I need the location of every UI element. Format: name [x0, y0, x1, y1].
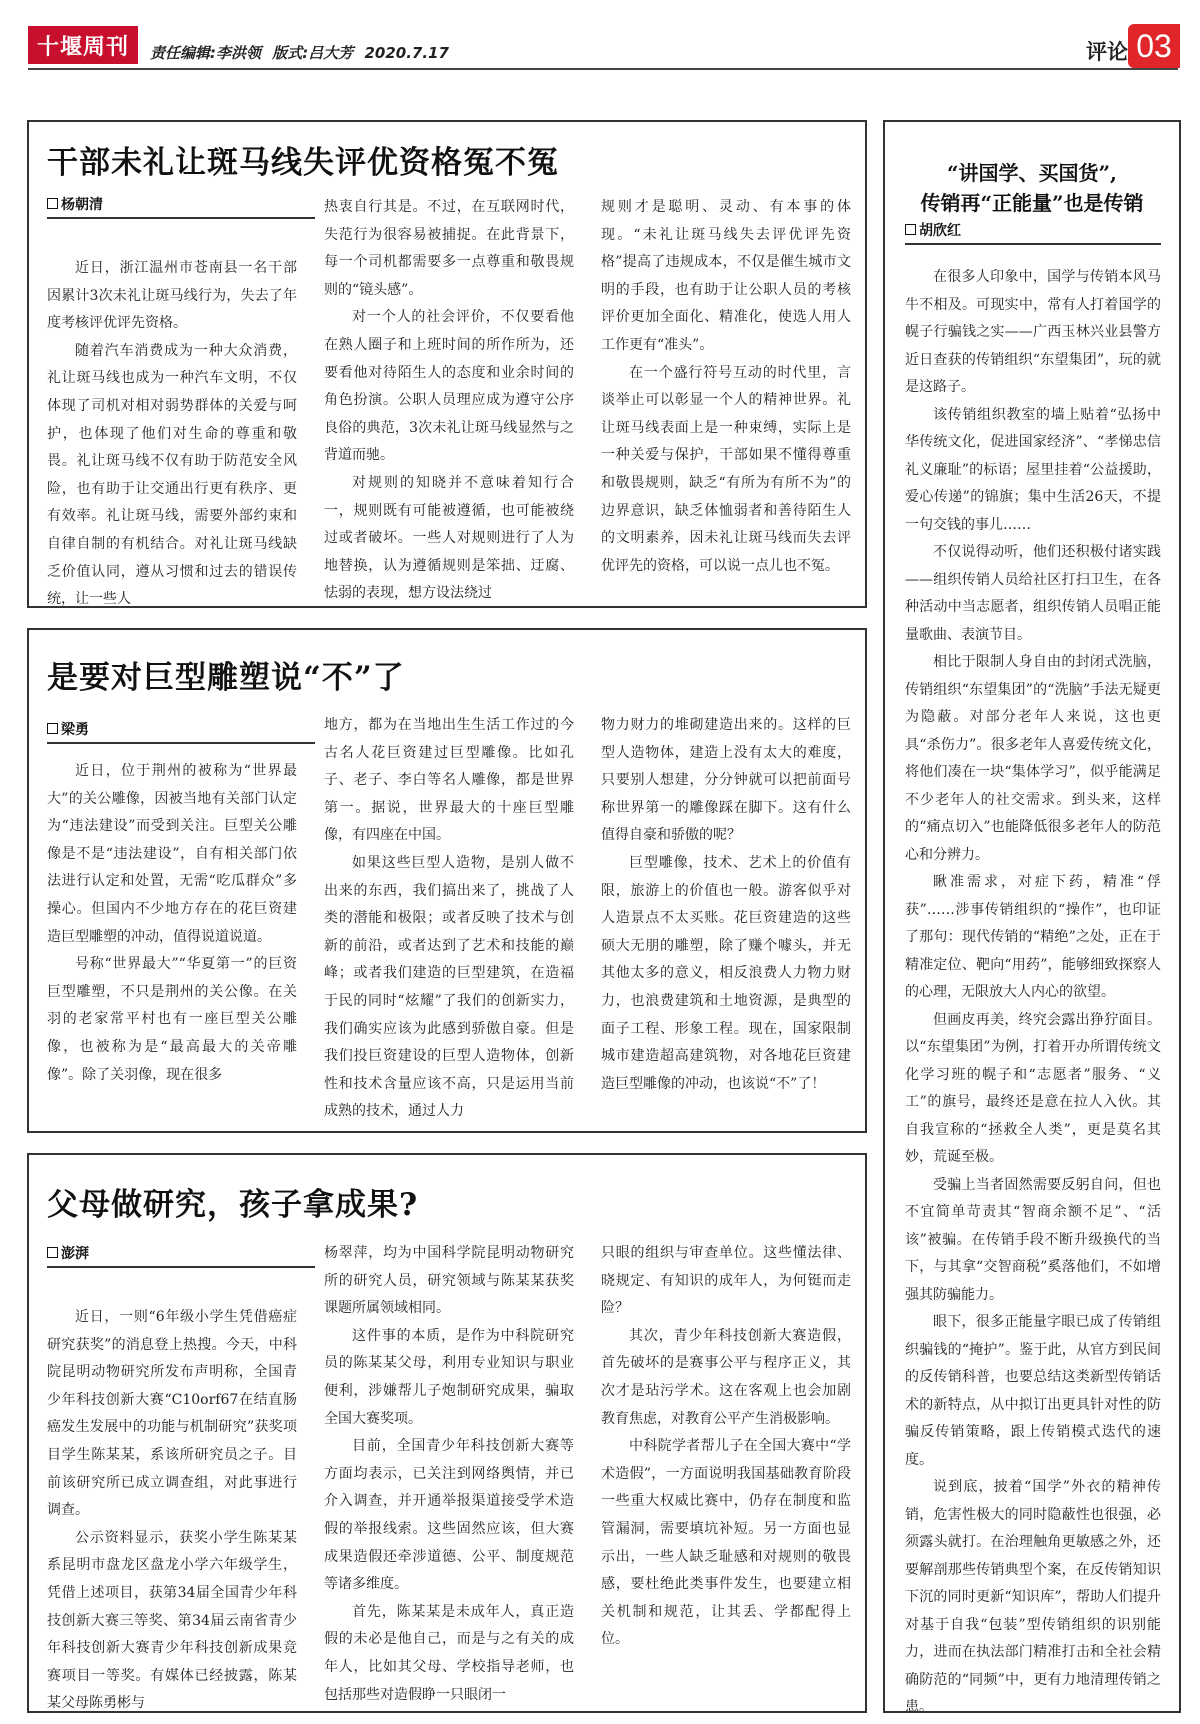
column-1 — [47, 227, 297, 614]
editor-credit: 责任编辑:李洪领 — [150, 44, 261, 62]
paragraph: 地方，都为在当地出生生活工作过的今古名人花巨资建过巨型雕像。比如孔子、老子、李白等名人雕像，都是世界第一。据说，世界最大的十座巨型雕像，有四座在中国。 — [324, 717, 574, 844]
header-rule — [28, 68, 1178, 70]
paragraph: 受骗上当者固然需要反躬自问，但也不宜简单苛责其“智商余额不足”、“活该”被骗。在传销手段不断升级换代的当下，与其拿“交智商税”奚落他们，不如增强其防骗能力。 — [905, 1176, 1161, 1303]
paragraph: 在一个盛行符号互动的时代里，言谈举止可以彰显一个人的精神世界。礼让斑马线表面上是一种束缚，实际上是一种关爱与保护，干部如果不懂得尊重和敬畏规则，缺乏“有所为有所不为”的边界意识，缺乏体恤弱者和善待陌生人的文明素养，因未礼让斑马线而失去评优评先的资格，可以说一点儿也不冤。 — [601, 364, 851, 574]
byline-square-icon — [47, 198, 58, 209]
column-2 — [324, 194, 574, 614]
article-title: 父母做研究，孩子拿成果? — [47, 1187, 419, 1223]
paragraph: 随着汽车消费成为一种大众消费，礼让斑马线也成为一种汽车文明，不仅体现了司机对相对弱势群体的关爱与呵护，也体现了他们对生命的尊重和敬畏。礼让斑马线不仅有助于防范安全风险，也有助于让交通出行更有秩序、更有效率。礼让斑马线，需要外部约束和自律自制的有机结合。对礼让斑马线缺乏价值认同，遵从习惯和过去的错误传统，让一些人 — [47, 342, 297, 608]
column-1 — [47, 1276, 297, 1718]
side-article-box — [883, 120, 1181, 1713]
column-3 — [601, 712, 851, 1126]
paragraph: 杨翠萍，均为中国科学院昆明动物研究所的研究人员，研究领域与陈某某获奖课题所属领域相同。 — [324, 1245, 574, 1317]
article-byline — [47, 194, 103, 214]
paragraph: 首先，陈某某是未成年人，真正造假的未必是他自己，而是与之有关的成年人，比如其父母、学校指导老师，也包括那些对造假睁一只眼闭一 — [324, 1603, 574, 1703]
paragraph: 瞅准需求，对症下药，精准“俘获”……涉事传销组织的“操作”，也印证了那句：现代传销的“精绝”之处，正在于精准定位、靶向“用药”，能够细致探察人的心理，无限放大人内心的欲望。 — [905, 874, 1161, 1000]
byline-rule — [47, 217, 315, 219]
author-name: 杨朝清 — [61, 197, 103, 213]
author-name: 梁勇 — [61, 722, 89, 738]
paragraph: 该传销组织教室的墙上贴着“弘扬中华传统文化，促进国家经济”、“孝悌忠信礼义廉耻”的标语；屋里挂着“公益援助，爱心传递”的锦旗；集中生活26天，不提一句交钱的事儿…… — [905, 406, 1161, 533]
article-title: 是要对巨型雕塑说“不”了 — [47, 660, 405, 696]
article-byline — [47, 1243, 89, 1263]
paragraph: 热衷自行其是。不过，在互联网时代，失范行为很容易被捕捉。在此背景下，每一个司机都需要多一点尊重和敬畏规则的“镜头感”。 — [324, 199, 574, 298]
paragraph: 对规则的知晓并不意味着知行合一，规则既有可能被遵循，也可能被绕过或者破坏。一些人对规则进行了人为地替换，认为遵循规则是笨拙、迂腐、怯弱的表现，想方设法绕过 — [324, 474, 574, 602]
paragraph: 相比于限制人身自由的封闭式洗脑，传销组织“东望集团”的“洗脑”手法无疑更为隐蔽。对部分老年人来说，这也更具“杀伤力”。很多老年人喜爱传统文化，将他们凑在一块“集体学习”，似乎能满足不少老年人的社交需求。到头来，这样的“痛点切入”也能降低很多老年人的防范心和分辨力。 — [905, 654, 1161, 863]
title-line-2: 传销再“正能量”也是传销 — [920, 191, 1144, 215]
newspaper-logo: 十堰周刊 — [28, 26, 138, 64]
layout-credit: 版式:吕大芳 — [272, 44, 354, 62]
title-line-1: “讲国学、买国货”, — [947, 161, 1117, 185]
paragraph: 近日，浙江温州市苍南县一名干部因累计3次未礼让斑马线行为，失去了年度考核评优评先资格。 — [47, 260, 297, 332]
paragraph: 说到底，披着“国学”外衣的精神传销，危害性极大的同时隐蔽性也很强，必须露头就打。在治理触角更敏感之外，还要解剖那些传销典型个案，在反传销知识下沉的同时更新“知识库”，帮助人们提升对基于自我“包装”型传销组织的识别能力，进而在执法部门精准打击和全社会精确防范的“同频”中，更有力地清理传销之患。 — [905, 1479, 1161, 1715]
author-name: 胡欣红 — [919, 223, 961, 239]
paragraph: 眼下，很多正能量字眼已成了传销组织骗钱的“掩护”。鉴于此，从官方到民间的反传销科普，也要总结这类新型传销话术的新特点，从中拟订出更具针对性的防骗反传销策略，跟上传销模式迭代的速度。 — [905, 1314, 1161, 1468]
paragraph: 在很多人印象中，国学与传销本风马牛不相及。可现实中，常有人打着国学的幌子行骗钱之实——广西玉林兴业县警方近日查获的传销组织“东望集团”，玩的就是这路子。 — [905, 269, 1161, 395]
paragraph: 如果这些巨型人造物，是别人做不出来的东西，我们搞出来了，挑战了人类的潜能和极限；或者反映了技术与创新的前沿，或者达到了艺术和技能的巅峰；或者我们建造的巨型建筑，在造福于民的同时“炫耀”了我们的创新实力，我们确实应该为此感到骄傲自豪。但是我们投巨资建设的巨型人造物体，创新性和技术含量应该不高，只是运用当前成熟的技术，通过人力 — [324, 854, 574, 1120]
article-box-1 — [27, 120, 867, 608]
paragraph: 不仅说得动听，他们还积极付诸实践——组织传销人员给社区打扫卫生，在各种活动中当志愿者，组织传销人员唱正能量歌曲、表演节目。 — [905, 544, 1161, 643]
paragraph: 近日，一则“6年级小学生凭借癌症研究获奖”的消息登上热搜。今天，中科院昆明动物研究所发布声明称，全国青少年科技创新大赛“C10orf67在结直肠癌发生发展中的功能与机制研究”获奖项目学生陈某某，系该所研究员之子。目前该研究所已成立调查组，对此事进行调查。 — [47, 1309, 297, 1519]
byline-square-icon — [47, 723, 58, 734]
paragraph: 近日，位于荆州的被称为“世界最大”的关公雕像，因被当地有关部门认定为“违法建设”而受到关注。巨型关公雕像是不是“违法建设”，自有相关部门依法进行认定和处置，无需“吃瓜群众”多操心。但国内不少地方存在的花巨资建造巨型雕塑的冲动，值得说道说道。 — [47, 763, 297, 945]
paragraph: 规则才是聪明、灵动、有本事的体现。“未礼让斑马线失去评优评先资格”提高了违规成本，不仅是催生城市文明的手段，也有助于让公职人员的考核评价更加全面化、精准化，使选人用人工作更有“准头”。 — [601, 199, 851, 353]
byline-square-icon — [905, 224, 916, 235]
paragraph: 对一个人的社会评价，不仅要看他在熟人圈子和上班时间的所作所为，还要看他对待陌生人的态度和业余时间的角色扮演。公职人员理应成为遵守公序良俗的典范，3次未礼让斑马线显然与之背道而驰。 — [324, 309, 574, 464]
paragraph: 其次，青少年科技创新大赛造假，首先破坏的是赛事公平与程序正义，其次才是玷污学术。这在客观上也会加剧教育焦虑，对教育公平产生消极影响。 — [601, 1327, 851, 1427]
column-2 — [324, 712, 574, 1126]
author-name: 澎湃 — [61, 1246, 89, 1262]
article-title: 干部未礼让斑马线失评优资格冤不冤 — [47, 145, 559, 181]
paragraph: 中科院学者帮儿子在全国大赛中“学术造假”，一方面说明我国基础教育阶段一些重大权威比赛中，仍存在制度和监管漏洞，需要填坑补短。另一方面也显示出，一些人缺乏耻感和对规则的敬畏感，要杜绝此类事件发生，也要建立相关机制和规范，让其丢、学都配得上位。 — [601, 1438, 851, 1648]
column-2 — [324, 1240, 574, 1718]
byline-rule — [905, 243, 1161, 245]
byline-square-icon — [47, 1247, 58, 1258]
byline-rule — [47, 742, 315, 744]
header-info — [150, 42, 455, 63]
article-byline — [905, 220, 961, 240]
paragraph: 这件事的本质，是作为中科院研究员的陈某某父母，利用专业知识与职业便利，涉嫌帮儿子炮制研究成果，骗取全国大赛奖项。 — [324, 1327, 574, 1427]
article-box-2 — [27, 628, 867, 1133]
paragraph: 公示资料显示，获奖小学生陈某某系昆明市盘龙区盘龙小学六年级学生，凭借上述项目，获第34届全国青少年科技创新大赛三等奖、第34届云南省青少年科技创新大赛青少年科技创新成果竞赛项目一等奖。有媒体已经披露，陈某某父母陈勇彬与 — [47, 1529, 297, 1712]
paragraph: 巨型雕像，技术、艺术上的价值有限，旅游上的价值也一般。游客似乎对人造景点不太买账。花巨资建造的这些硕大无朋的雕塑，除了赚个噱头，并无其他太多的意义，相反浪费人力物力财力，也浪费建筑和土地资源，是典型的面子工程、形象工程。现在，国家限制城市建造超高建筑物，对各地花巨资建造巨型雕像的冲动，也该说“不”了！ — [601, 854, 851, 1092]
byline-rule — [47, 1266, 315, 1268]
column-1 — [47, 752, 297, 1126]
article-byline — [47, 719, 89, 739]
paragraph: 只眼的组织与审查单位。这些懂法律、晓规定、有知识的成年人，为何铤而走险？ — [601, 1245, 851, 1317]
paragraph: 但画皮再美，终究会露出狰狞面目。以“东望集团”为例，打着开办所谓传统文化学习班的幌子和“志愿者”服务、“义工”的旗号，最终还是意在拉人入伙。其自我宣称的“拯救全人类”，更是莫名其妙，荒诞至极。 — [905, 1011, 1161, 1165]
paragraph: 号称“世界最大”“华夏第一”的巨资巨型雕塑，不只是荆州的关公像。在关羽的老家常平村也有一座巨型关公雕像，也被称为是“最高最大的关帝雕像”。除了关羽像，现在很多 — [47, 956, 297, 1083]
side-article-body — [905, 264, 1161, 1722]
paragraph: 目前，全国青少年科技创新大赛等方面均表示，已关注到网络舆情，并已介入调查，并开通举报渠道接受学术造假的举报线索。这些固然应该，但大赛成果造假还牵涉道德、公平、制度规范等诸多维度。 — [324, 1438, 574, 1593]
article-box-3 — [27, 1153, 867, 1713]
side-article-title — [895, 158, 1169, 218]
column-3 — [601, 1240, 851, 1718]
section-label: 评论 — [1086, 40, 1128, 64]
issue-date: 2020.7.17 — [364, 44, 449, 62]
column-3 — [601, 194, 851, 614]
paragraph: 物力财力的堆砌建造出来的。这样的巨型人造物体，建造上没有太大的难度，只要别人想建，分分钟就可以把前面号称世界第一的雕像踩在脚下。这有什么值得自豪和骄傲的呢？ — [601, 717, 851, 844]
page-number-badge: 03 — [1128, 24, 1180, 68]
